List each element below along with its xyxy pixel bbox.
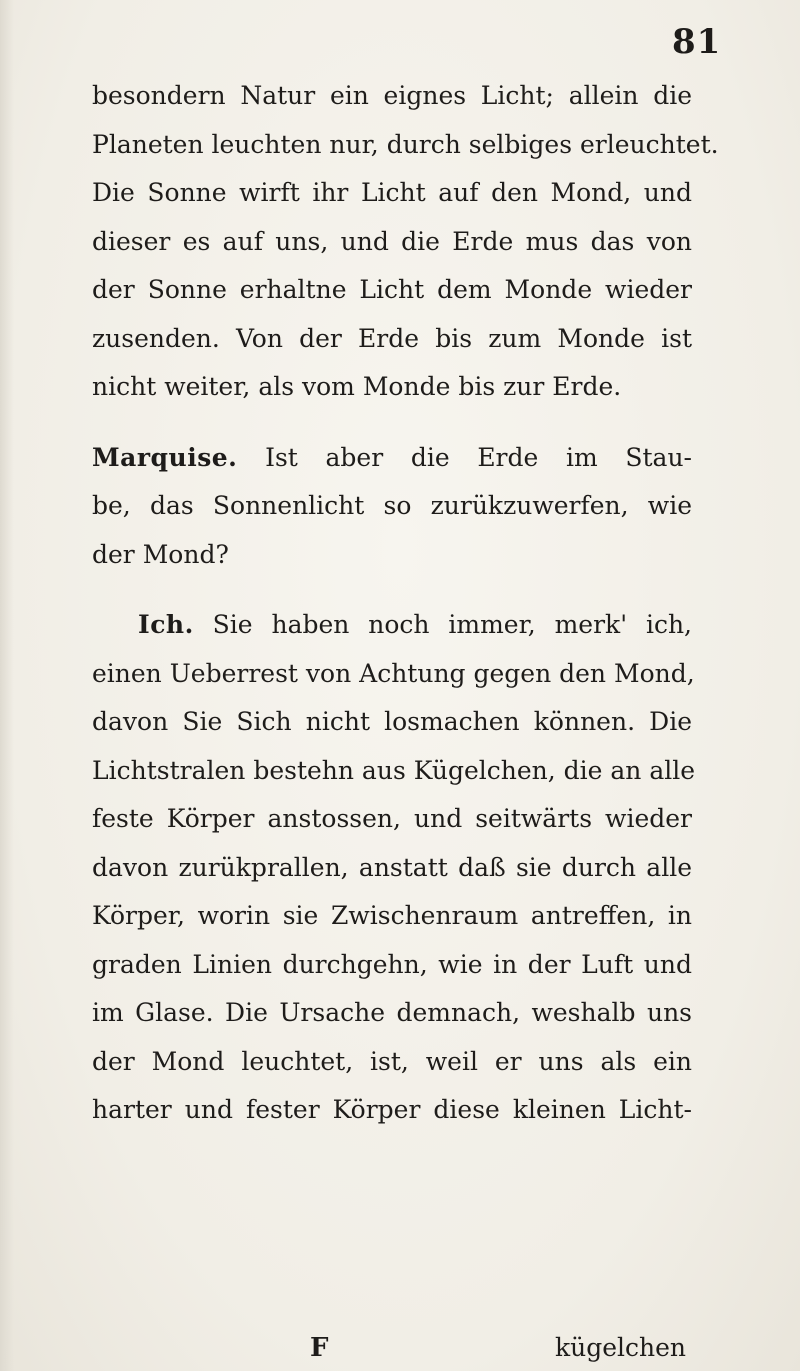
text-line: dieser es auf uns, und die Erde mus das von [92, 226, 692, 256]
paragraph-gap [92, 412, 692, 434]
dialogue-line [92, 601, 692, 650]
text-line: im Glase. Die Ursache demnach, weshalb uns [92, 998, 692, 1027]
speaker-ich: Ich. [138, 610, 194, 639]
text-line: zusenden. Von der Erde bis zum Monde ist [92, 323, 692, 353]
text-line: harter und fester Körper diese kleinen Licht- [92, 1095, 692, 1124]
text-line: einen Ueberrest von Achtung gegen den Mond, [92, 658, 695, 688]
text-line: graden Linien durchgehn, wie in der Luft und [92, 949, 692, 979]
page-edge-shadow [0, 0, 14, 1371]
page-footer [92, 1328, 692, 1368]
body-text [92, 72, 719, 1135]
paragraph-gap [92, 579, 692, 601]
signature-mark: F [310, 1333, 329, 1363]
text-line: der Mond leuchtet, ist, weil er uns als ein [92, 1046, 692, 1076]
dialogue-line [92, 434, 692, 483]
text-line: besondern Natur ein eignes Licht; allein die [92, 81, 692, 110]
text-line: Körper, worin sie Zwischenraum antreffen, in [92, 901, 692, 930]
text-line: Lichtstralen bestehn aus Kügelchen, die an alle [92, 755, 696, 785]
text-line: Die Sonne wirft ihr Licht auf den Mond, und [92, 178, 692, 207]
text-line: der Mond? [92, 539, 229, 569]
text-line: davon zurükprallen, anstatt daß sie durch alle [92, 852, 692, 882]
text-line: Planeten leuchten nur, durch selbiges erleuchtet. [92, 129, 719, 159]
page-number: 81 [672, 22, 722, 62]
catchword: kügelchen [554, 1333, 686, 1362]
text-line: feste Körper anstossen, und seitwärts wieder [92, 804, 692, 833]
dialogue-text: Ist aber die Erde im Stau- [265, 442, 692, 472]
text-line: der Sonne erhaltne Licht dem Monde wieder [92, 275, 692, 304]
text-line: nicht weiter, als vom Monde bis zur Erde. [92, 372, 622, 401]
text-line: be, das Sonnenlicht so zurükzuwerfen, wie [92, 491, 692, 520]
text-line: davon Sie Sich nicht losmachen können. Die [92, 707, 692, 736]
dialogue-text: Sie haben noch immer, merk' ich, [212, 610, 692, 639]
speaker-marquise: Marquise. [92, 442, 238, 472]
